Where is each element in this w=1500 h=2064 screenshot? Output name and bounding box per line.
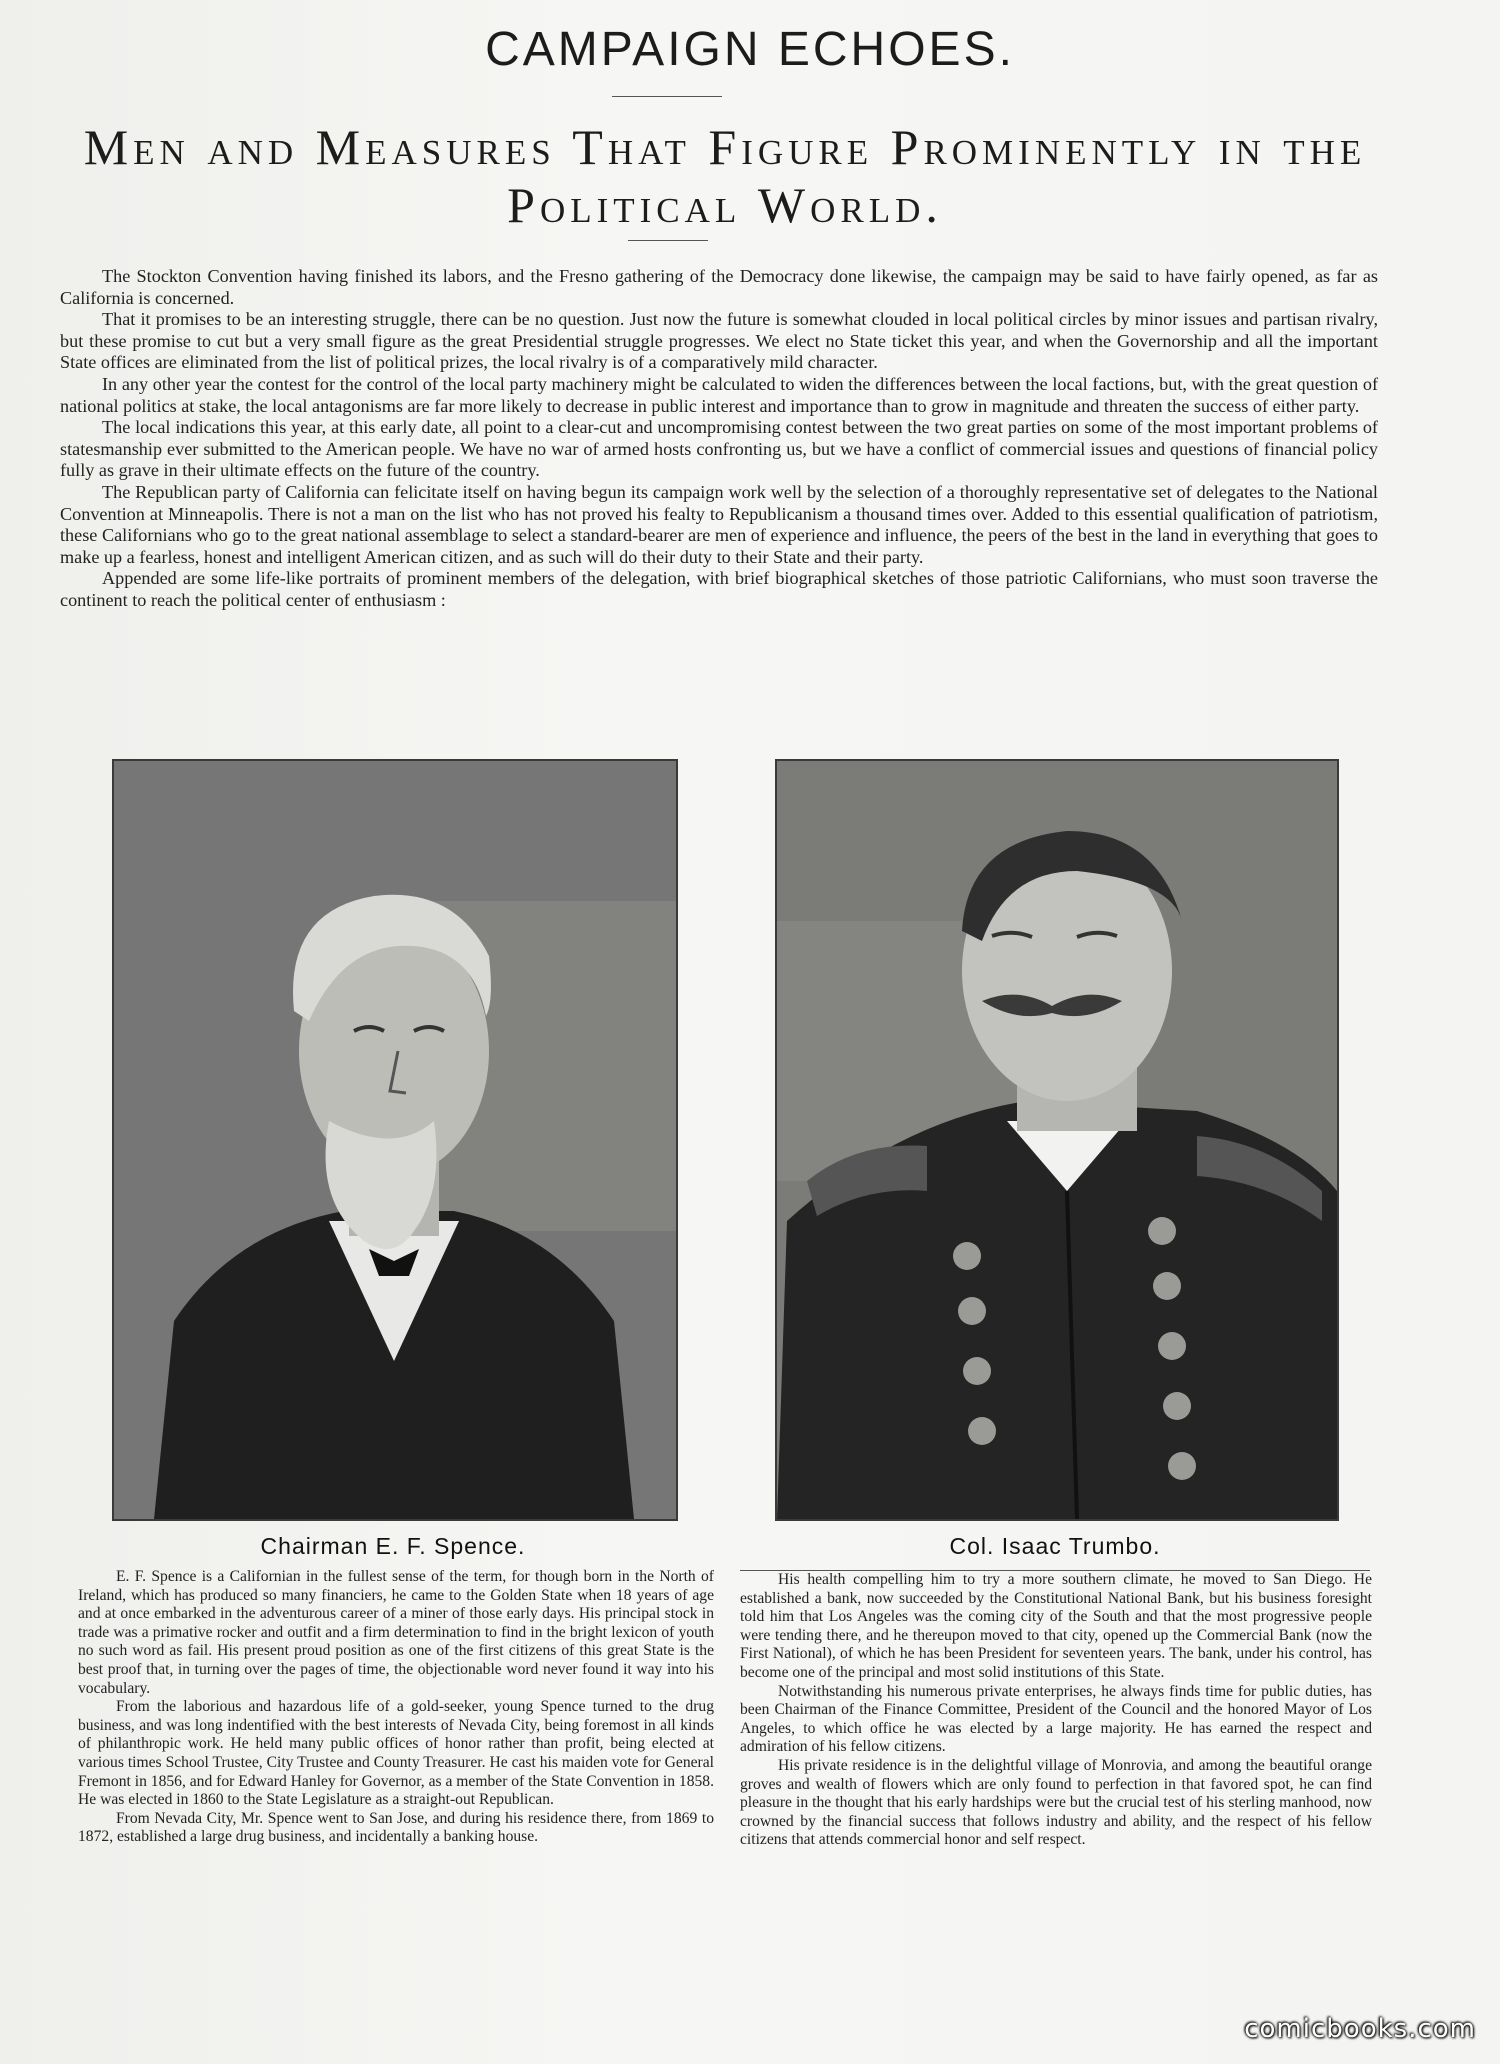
bio-paragraph: His private residence is in the delightful village of Monrovia, and among the beautiful orange groves and wealth of flowers which are only found to perfection in that favored spot, he can find pleasure in the thought that his early hardships were but the crucial test of his sterling manhood, now crowned by the financial success that follows industry and ability, and the respect of his fellow citizens that attends commercial honor and self respect. (740, 1756, 1372, 1849)
bio-paragraph: Notwithstanding his numerous private enterprises, he always finds time for public duties, has been Chairman of the Finance Committee, President of the Council and the honored Mayor of Los Angeles, to which office he was elected by a large majority. He has earned the respect and admiration of his fellow citizens. (740, 1682, 1372, 1756)
portrait-spence (112, 759, 678, 1521)
subtitle-divider (628, 240, 708, 241)
bio-paragraph: E. F. Spence is a Californian in the fullest sense of the term, for though born in the North of Ireland, which has produced so many financiers, he came to the Golden State when 18 years of age and at once embarked in the adventurous career of a miner of those early days. His principal stock in trade was a primative rocker and outfit and a firm determination to find in the bright lexicon of youth no such word as fail. His present proud position as one of the first citizens of this great State is the best proof that, in turning over the pages of time, the objectionable word never found it way into his vocabulary. (78, 1568, 714, 1697)
caption-trumbo: Col. Isaac Trumbo. (949, 1533, 1161, 1559)
intro-paragraph: The local indications this year, at this early date, all point to a clear-cut and uncompromising contest between the two great parties on some of the most important problems of statesmanship ever submitted to the American people. We have no war of armed hosts confronting us, but we have a conflict of commercial issues and questions of financial policy fully as grave in their ultimate effects on the future of the country. (60, 417, 1378, 481)
site-watermark: comicbooks.com (1244, 2014, 1476, 2044)
bio-paragraph: From the laborious and hazardous life of a gold-seeker, young Spence turned to the drug business, and was long indentified with the best interests of Nevada City, being foremost in all kinds of philanthropic work. He held many public offices of honor rather than profit, being elected at various times School Trustee, City Trustee and County Treasurer. He cast his maiden vote for General Fremont in 1856, and for Edward Hanley for Governor, as a member of the State Convention in 1858. He was elected in 1860 to the State Legislature as a straight-out Republican. (78, 1698, 714, 1809)
bio-spence (78, 1568, 714, 1847)
intro-paragraph: Appended are some life-like portraits of prominent members of the delegation, with brief biographical sketches of those patriotic Californians, who must soon traverse the continent to reach the political center of enthusiasm : (60, 568, 1378, 610)
caption-spence: Chairman E. F. Spence. (260, 1533, 526, 1559)
portrait-spence-illustration (114, 761, 676, 1519)
bio-trumbo (740, 1571, 1372, 1850)
page-title: CAMPAIGN ECHOES. (485, 23, 1015, 76)
page-subtitle: Men and Measures That Figure Prominently in the Political World. (83, 119, 1367, 233)
intro-paragraph: The Stockton Convention having finished its labors, and the Fresno gathering of the Democracy done likewise, the campaign may be said to have fairly opened, as far as California is concerned. (60, 266, 1378, 308)
portrait-trumbo-illustration (777, 761, 1337, 1519)
intro-paragraph: The Republican party of California can felicitate itself on having begun its campaign work well by the selection of a thoroughly representative set of delegates to the National Convention at Minneapolis. There is not a man on the list who has not proved his fealty to Republicanism a thousand times over. Added to this essential qualification of patriotism, these Californians who go to the great national assemblage to select a standard-bearer are men of experience and influence, the peers of the best in the land in everything that goes to make up a fearless, honest and intelligent American citizen, and as such will do their duty to their State and their party. (60, 481, 1378, 567)
intro-paragraph: In any other year the contest for the control of the local party machinery might be calculated to widen the differences between the local factions, but, with the great question of national politics at stake, the local antagonisms are far more likely to decrease in public interest and importance than to grow in magnitude and threaten the success of either party. (60, 373, 1378, 416)
title-divider (612, 96, 722, 97)
intro-text (60, 266, 1378, 612)
bio-paragraph: His health compelling him to try a more southern climate, he moved to San Diego. He established a bank, now succeeded by the Constitutional National Bank, but his business foresight told him that Los Angeles was the coming city of the South and that the most progressive people were tending there, and he thereupon moved to that city, opened up the Commercial Bank (now the First National), of which he has been President for seventeen years. The bank, under his control, has become one of the principal and most solid institutions of this State. (740, 1571, 1372, 1681)
intro-paragraph: That it promises to be an interesting struggle, there can be no question. Just now the future is somewhat clouded in local political circles by minor issues and partisan rivalry, but these promise to cut but a very small figure as the great Presidential struggle progresses. We elect no State ticket this year, and when the Governorship and all the important State offices are eliminated from the list of political prizes, the local rivalry is of a comparatively mild character. (60, 309, 1378, 373)
bio-paragraph: From Nevada City, Mr. Spence went to San Jose, and during his residence there, from 1869 to 1872, established a large drug business, and incidentally a banking house. (78, 1809, 714, 1846)
portrait-trumbo (775, 759, 1339, 1521)
